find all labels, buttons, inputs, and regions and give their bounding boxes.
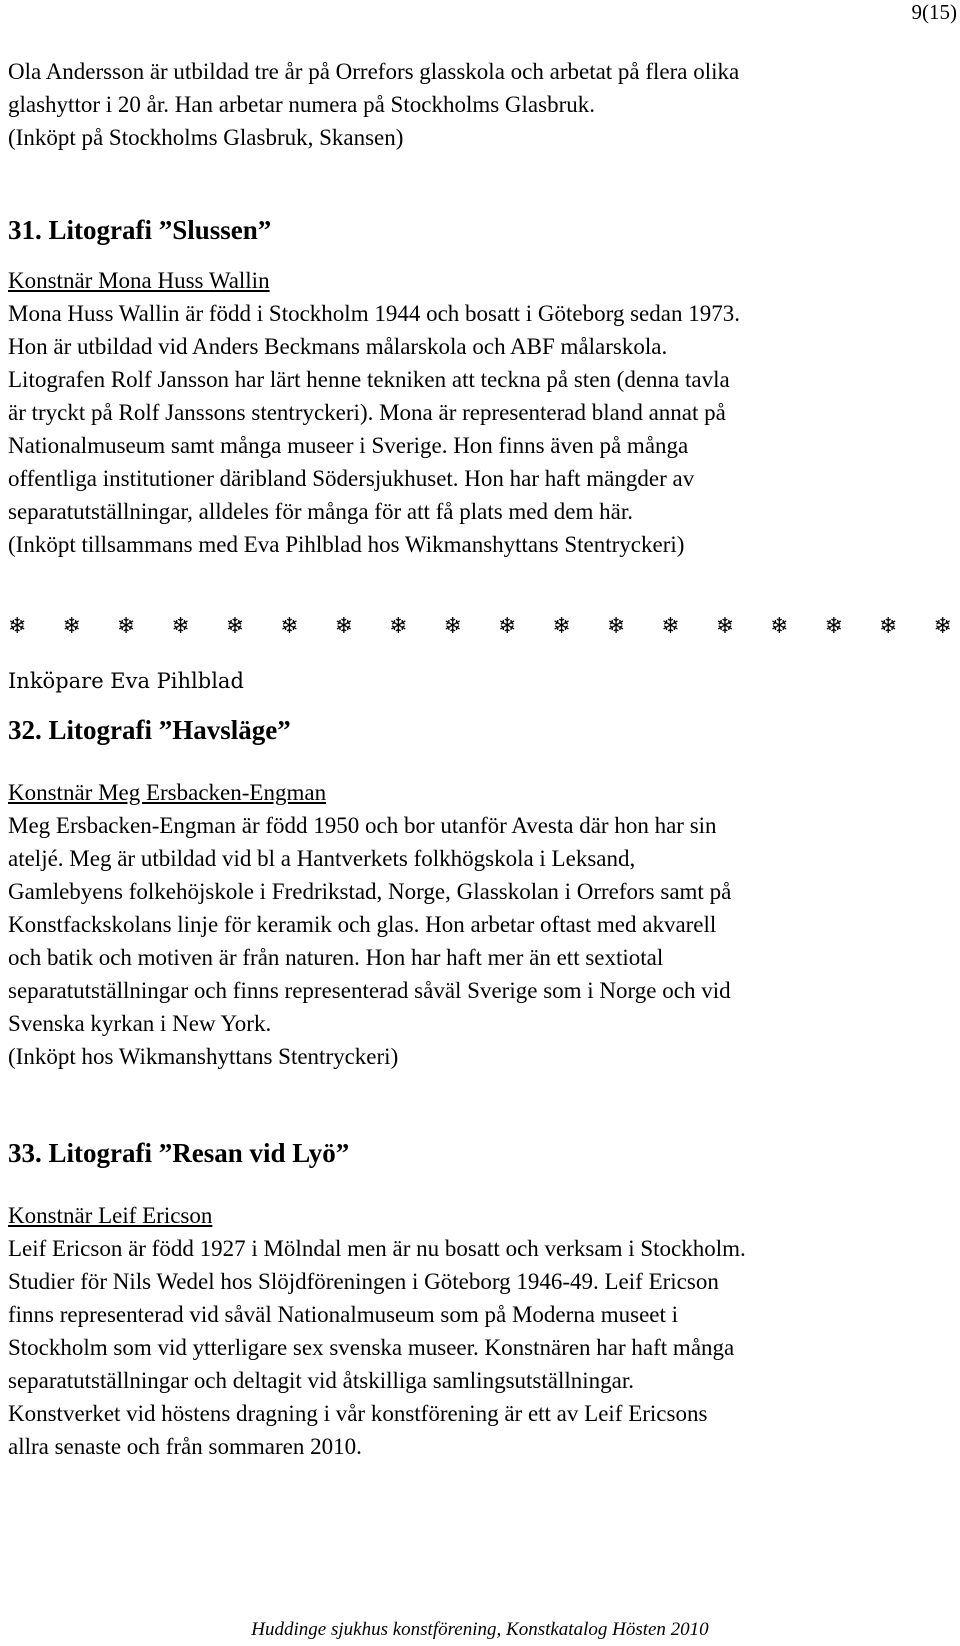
buyer-label: Inköpare Eva Pihlblad: [8, 669, 244, 693]
body-line: Hon är utbildad vid Anders Beckmans målarskola och ABF målarskola.: [8, 334, 668, 359]
body-line: Litografen Rolf Jansson har lärt henne tekniken att teckna på sten (denna tavla: [8, 367, 730, 392]
snowflake-icon: ❄: [62, 613, 81, 638]
item-heading: 32. Litografi ”Havsläge”: [8, 715, 291, 745]
item-31: [8, 212, 956, 561]
body-line: allra senaste och från sommaren 2010.: [8, 1434, 362, 1459]
snowflake-icon: ❄: [225, 613, 245, 638]
artist-name: Konstnär Meg Ersbacken-Engman: [8, 780, 327, 805]
body-line: (Inköpt tillsammans med Eva Pihlblad hos Wikmanshyttans Stentryckeri): [8, 532, 685, 557]
page-number: 9(15): [911, 0, 957, 24]
body-line: Stockholm som vid ytterligare sex svenska museer. Konstnären har haft många: [8, 1335, 735, 1360]
intro-line: Ola Andersson är utbildad tre år på Orrefors glasskola och arbetat på flera olika: [8, 59, 740, 84]
intro-section: [8, 55, 956, 154]
item-heading: 33. Litografi ”Resan vid Lyö”: [8, 1138, 350, 1168]
snowflake-icon: ❄: [8, 613, 27, 638]
snowflake-icon: ❄: [606, 613, 626, 638]
body-line: Meg Ersbacken-Engman är född 1950 och bor utanför Avesta där hon har sin: [8, 813, 717, 838]
intro-line: glashyttor i 20 år. Han arbetar numera på Stockholms Glasbruk.: [8, 92, 595, 117]
body-line: Studier för Nils Wedel hos Slöjdföreningen i Göteborg 1946-49. Leif Ericson: [8, 1269, 719, 1294]
body-line: Leif Ericson är född 1927 i Mölndal men är nu bosatt och verksam i Stockholm.: [8, 1236, 746, 1261]
body-line: finns representerad vid såväl Nationalmuseum som på Moderna museet i: [8, 1302, 679, 1327]
body-line: (Inköpt hos Wikmanshyttans Stentryckeri): [8, 1044, 399, 1069]
snowflake-separator: [8, 611, 952, 641]
body-line: är tryckt på Rolf Janssons stentryckeri). Mona är representerad bland annat på: [8, 400, 726, 425]
document-body: [8, 55, 956, 1463]
body-line: Konstverket vid höstens dragning i vår konstförening är ett av Leif Ericsons: [8, 1401, 708, 1426]
item-32: [8, 712, 956, 1073]
snowflake-icon: ❄: [280, 613, 299, 638]
intro-line: (Inköpt på Stockholms Glasbruk, Skansen): [8, 125, 404, 150]
snowflake-icon: ❄: [715, 613, 735, 638]
body-line: och batik och motiven är från naturen. Hon har haft mer än ett sextiotal: [8, 945, 664, 970]
body-line: Gamlebyens folkehöjskole i Fredrikstad, Norge, Glasskolan i Orrefors samt på: [8, 879, 732, 904]
body-line: Svenska kyrkan i New York.: [8, 1011, 272, 1036]
artist-name: Konstnär Leif Ericson: [8, 1203, 213, 1228]
body-line: separatutställningar, alldeles för många för att få plats med dem här.: [8, 499, 633, 524]
snowflake-icon: ❄: [552, 613, 571, 638]
body-line: separatutställningar och deltagit vid åtskilliga samlingsutställningar.: [8, 1368, 634, 1393]
snowflake-icon: ❄: [443, 613, 462, 638]
snowflake-icon: ❄: [116, 613, 136, 638]
snowflake-icon: ❄: [770, 613, 789, 638]
artist-name: Konstnär Mona Huss Wallin: [8, 268, 270, 293]
snowflake-icon: ❄: [389, 613, 408, 638]
body-line: Nationalmuseum samt många museer i Sverige. Hon finns även på många: [8, 433, 689, 458]
body-line: offentliga institutioner däribland Södersjukhuset. Hon har haft mängder av: [8, 466, 695, 491]
body-line: Mona Huss Wallin är född i Stockholm 1944 och bosatt i Göteborg sedan 1973.: [8, 301, 740, 326]
item-heading: 31. Litografi ”Slussen”: [8, 215, 272, 245]
snowflake-icon: ❄: [879, 613, 898, 638]
snowflake-icon: ❄: [171, 613, 190, 638]
item-33: [8, 1135, 956, 1463]
snowflake-icon: ❄: [661, 613, 680, 638]
snowflake-icon: ❄: [334, 613, 354, 638]
page-footer: Huddinge sjukhus konstförening, Konstkatalog Hösten 2010: [251, 1619, 709, 1640]
snowflake-icon: ❄: [497, 613, 517, 638]
snowflake-icon: ❄: [824, 613, 843, 638]
body-line: Konstfackskolans linje för keramik och glas. Hon arbetar oftast med akvarell: [8, 912, 717, 937]
body-line: ateljé. Meg är utbildad vid bl a Hantverkets folkhögskola i Leksand,: [8, 846, 636, 871]
body-line: separatutställningar och finns representerad såväl Sverige som i Norge och vid: [8, 978, 731, 1003]
snowflake-icon: ❄: [933, 613, 952, 638]
